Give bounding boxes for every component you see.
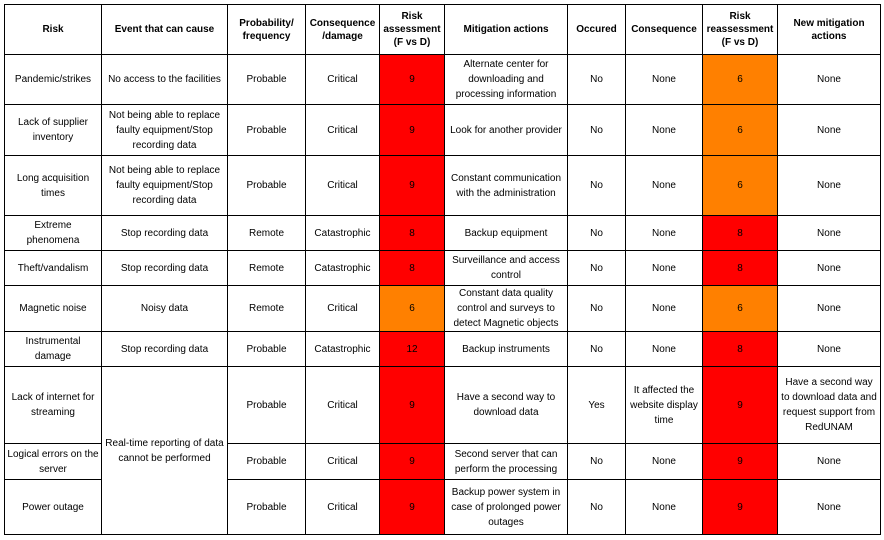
probability-cell: Probable xyxy=(228,444,306,480)
probability-cell: Remote xyxy=(228,251,306,286)
table-row xyxy=(5,332,881,367)
table-row xyxy=(5,55,881,105)
event-cell: Noisy data xyxy=(102,286,228,332)
occured-cell: No xyxy=(568,55,626,105)
consequence-outcome-cell: None xyxy=(626,444,703,480)
new-mitigation-cell: None xyxy=(778,480,881,535)
event-cell: Stop recording data xyxy=(102,251,228,286)
header-row xyxy=(5,5,881,55)
table-row xyxy=(5,286,881,332)
consequence-outcome-cell: None xyxy=(626,105,703,156)
probability-cell: Probable xyxy=(228,156,306,216)
risk-cell: Lack of supplier inventory xyxy=(5,105,102,156)
risk-cell: Power outage xyxy=(5,480,102,535)
table-row xyxy=(5,216,881,251)
consequence-outcome-cell: None xyxy=(626,251,703,286)
risk-reassessment-cell: 9 xyxy=(703,444,778,480)
mitigation-cell: Have a second way to download data xyxy=(445,367,568,444)
occured-cell: No xyxy=(568,332,626,367)
occured-cell: No xyxy=(568,480,626,535)
risk-cell: Instrumental damage xyxy=(5,332,102,367)
consequence-outcome-cell: None xyxy=(626,156,703,216)
risk-reassessment-cell: 6 xyxy=(703,156,778,216)
risk-assessment-cell: 9 xyxy=(380,55,445,105)
event-cell: No access to the facilities xyxy=(102,55,228,105)
consequence-cell: Catastrophic xyxy=(306,216,380,251)
consequence-cell: Critical xyxy=(306,286,380,332)
risk-table xyxy=(4,4,881,535)
consequence-cell: Catastrophic xyxy=(306,251,380,286)
event-cell: Stop recording data xyxy=(102,216,228,251)
mitigation-cell: Alternate center for downloading and processing information xyxy=(445,55,568,105)
table-row xyxy=(5,367,881,444)
consequence-outcome-cell: It affected the website display time xyxy=(626,367,703,444)
mitigation-cell: Constant communication with the administration xyxy=(445,156,568,216)
header-probability: Probability/ frequency xyxy=(228,5,306,55)
new-mitigation-cell: Have a second way to download data and request support from RedUNAM xyxy=(778,367,881,444)
mitigation-cell: Constant data quality control and surveys to detect Magnetic objects xyxy=(445,286,568,332)
mitigation-cell: Surveillance and access control xyxy=(445,251,568,286)
risk-assessment-cell: 9 xyxy=(380,156,445,216)
mitigation-cell: Look for another provider xyxy=(445,105,568,156)
risk-assessment-cell: 8 xyxy=(380,216,445,251)
risk-assessment-cell: 12 xyxy=(380,332,445,367)
event-cell: Stop recording data xyxy=(102,332,228,367)
table-body xyxy=(5,55,881,535)
header-new-mitigation: New mitigation actions xyxy=(778,5,881,55)
risk-assessment-cell: 9 xyxy=(380,444,445,480)
risk-reassessment-cell: 9 xyxy=(703,367,778,444)
event-cell: Not being able to replace faulty equipment/Stop recording data xyxy=(102,105,228,156)
header-event: Event that can cause xyxy=(102,5,228,55)
mitigation-cell: Second server that can perform the processing xyxy=(445,444,568,480)
risk-assessment-cell: 8 xyxy=(380,251,445,286)
consequence-cell: Critical xyxy=(306,105,380,156)
probability-cell: Probable xyxy=(228,367,306,444)
consequence-outcome-cell: None xyxy=(626,286,703,332)
consequence-cell: Critical xyxy=(306,367,380,444)
probability-cell: Remote xyxy=(228,286,306,332)
new-mitigation-cell: None xyxy=(778,251,881,286)
header-risk-assessment: Risk assessment (F vs D) xyxy=(380,5,445,55)
table-row xyxy=(5,105,881,156)
risk-cell: Long acquisition times xyxy=(5,156,102,216)
header-consequence-damage: Consequence /damage xyxy=(306,5,380,55)
consequence-cell: Catastrophic xyxy=(306,332,380,367)
occured-cell: No xyxy=(568,286,626,332)
new-mitigation-cell: None xyxy=(778,286,881,332)
new-mitigation-cell: None xyxy=(778,216,881,251)
consequence-cell: Critical xyxy=(306,444,380,480)
risk-reassessment-cell: 6 xyxy=(703,55,778,105)
mitigation-cell: Backup instruments xyxy=(445,332,568,367)
consequence-cell: Critical xyxy=(306,480,380,535)
consequence-outcome-cell: None xyxy=(626,216,703,251)
risk-assessment-cell: 6 xyxy=(380,286,445,332)
risk-reassessment-cell: 9 xyxy=(703,480,778,535)
risk-assessment-cell: 9 xyxy=(380,105,445,156)
header-occured: Occured xyxy=(568,5,626,55)
probability-cell: Probable xyxy=(228,105,306,156)
risk-reassessment-cell: 6 xyxy=(703,105,778,156)
risk-cell: Theft/vandalism xyxy=(5,251,102,286)
table-row xyxy=(5,251,881,286)
risk-cell: Lack of internet for streaming xyxy=(5,367,102,444)
probability-cell: Probable xyxy=(228,55,306,105)
risk-cell: Extreme phenomena xyxy=(5,216,102,251)
table-row xyxy=(5,156,881,216)
occured-cell: No xyxy=(568,216,626,251)
risk-reassessment-cell: 6 xyxy=(703,286,778,332)
risk-reassessment-cell: 8 xyxy=(703,332,778,367)
new-mitigation-cell: None xyxy=(778,55,881,105)
mitigation-cell: Backup power system in case of prolonged power outages xyxy=(445,480,568,535)
occured-cell: No xyxy=(568,156,626,216)
risk-assessment-cell: 9 xyxy=(380,367,445,444)
header-risk-reassessment: Risk reassessment (F vs D) xyxy=(703,5,778,55)
new-mitigation-cell: None xyxy=(778,105,881,156)
occured-cell: No xyxy=(568,251,626,286)
probability-cell: Probable xyxy=(228,480,306,535)
risk-reassessment-cell: 8 xyxy=(703,216,778,251)
risk-cell: Magnetic noise xyxy=(5,286,102,332)
header-consequence: Consequence xyxy=(626,5,703,55)
header-risk: Risk xyxy=(5,5,102,55)
new-mitigation-cell: None xyxy=(778,156,881,216)
header-mitigation: Mitigation actions xyxy=(445,5,568,55)
risk-cell: Pandemic/strikes xyxy=(5,55,102,105)
probability-cell: Probable xyxy=(228,332,306,367)
consequence-outcome-cell: None xyxy=(626,55,703,105)
risk-reassessment-cell: 8 xyxy=(703,251,778,286)
consequence-cell: Critical xyxy=(306,55,380,105)
new-mitigation-cell: None xyxy=(778,332,881,367)
occured-cell: No xyxy=(568,444,626,480)
new-mitigation-cell: None xyxy=(778,444,881,480)
risk-cell: Logical errors on the server xyxy=(5,444,102,480)
consequence-outcome-cell: None xyxy=(626,332,703,367)
occured-cell: Yes xyxy=(568,367,626,444)
mitigation-cell: Backup equipment xyxy=(445,216,568,251)
event-cell-merged: Real-time reporting of data cannot be performed xyxy=(102,367,228,535)
consequence-cell: Critical xyxy=(306,156,380,216)
risk-assessment-cell: 9 xyxy=(380,480,445,535)
occured-cell: No xyxy=(568,105,626,156)
event-cell: Not being able to replace faulty equipment/Stop recording data xyxy=(102,156,228,216)
consequence-outcome-cell: None xyxy=(626,480,703,535)
probability-cell: Remote xyxy=(228,216,306,251)
